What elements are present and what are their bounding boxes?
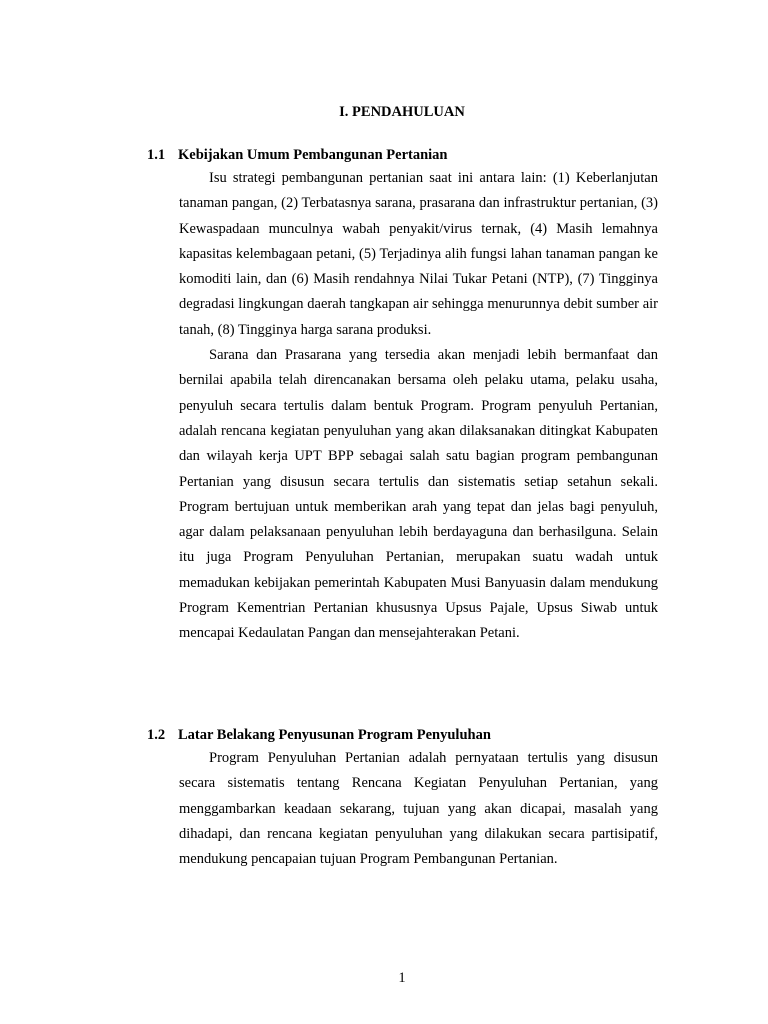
section-number: 1.2 bbox=[147, 727, 166, 743]
section-heading bbox=[147, 146, 448, 164]
paragraph: Sarana dan Prasarana yang tersedia akan menjadi lebih bermanfaat dan bernilai apabila telah direncanakan bersama oleh pelaku utama, pelaku usaha, penyuluh secara tertulis dalam bentuk Program. Program penyuluh Pertanian, adalah rencana kegiatan penyuluhan yang akan dilaksanakan ditingkat Kabupaten dan wilayah kerja UPT BPP sebagai salah satu bagian program pembangunan Pertanian yang disusun secara tertulis dan sistematis setiap setahun sekali. Program bertujuan untuk memberikan arah yang tepat dan jelas bagi penyuluh, agar dalam pelaksanaan penyuluhan lebih berdayaguna dan berhasilguna. Selain itu juga Program Penyuluhan Pertanian, merupakan suatu wadah untuk memadukan kebijakan pemerintah Kabupaten Musi Banyuasin dalam mendukung Program Kementrian Pertanian khususnya Upsus Pajale, Upsus Siwab untuk mencapai Kedaulatan Pangan dan mensejahterakan Petani. bbox=[179, 347, 658, 642]
chapter-title: I. PENDAHULUAN bbox=[339, 104, 465, 120]
section-body bbox=[179, 746, 658, 872]
section-title: Latar Belakang Penyusunan Program Penyuluhan bbox=[178, 727, 491, 743]
section-heading bbox=[147, 726, 491, 744]
page-number: 1 bbox=[398, 970, 406, 986]
paragraph: Program Penyuluhan Pertanian adalah pernyataan tertulis yang disusun secara sistematis tentang Rencana Kegiatan Penyuluhan Pertanian, yang menggambarkan keadaan sekarang, tujuan yang akan dicapai, masalah yang dihadapi, dan rencana kegiatan penyuluhan yang dilakukan secara partisipatif, mendukung pencapaian tujuan Program Pembangunan Pertanian. bbox=[179, 750, 658, 868]
section-body bbox=[179, 166, 658, 647]
section-number: 1.1 bbox=[147, 147, 166, 163]
section-title: Kebijakan Umum Pembangunan Pertanian bbox=[178, 147, 448, 163]
paragraph: Isu strategi pembangunan pertanian saat ini antara lain: (1) Keberlanjutan tanaman pangan, (2) Terbatasnya sarana, prasarana dan infrastruktur pertanian, (3) Kewaspadaan munculnya wabah penyakit/virus ternak, (4) Masih lemahnya kapasitas kelembagaan petani, (5) Terjadinya alih fungsi lahan tanaman pangan ke komoditi lain, dan (6) Masih rendahnya Nilai Tukar Petani (NTP), (7) Tingginya degradasi lingkungan daerah tangkapan air sehingga menurunnya debit sumber air tanah, (8) Tingginya harga sarana produksi. bbox=[179, 170, 658, 338]
